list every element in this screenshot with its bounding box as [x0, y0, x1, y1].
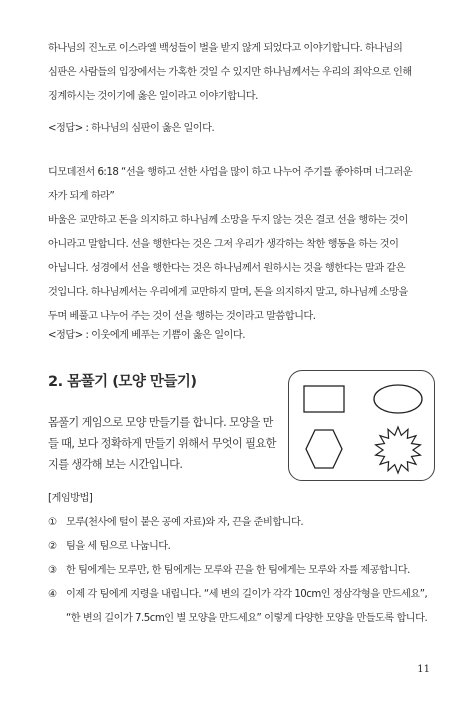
rectangle-shape — [304, 386, 344, 412]
section-intro: 몸풀기 게임으로 모양 만들기를 합니다. 모양을 만들 때, 보다 정확하게 만들기 위해서 무엇이 필요한지를 생각해 보는 시간입니다. — [48, 416, 276, 471]
section-title: 2. 몸풀기 (모양 만들기) — [48, 374, 197, 390]
bible-verse: 디모데전서 6:18 “선을 행하고 선한 사업을 많이 하고 나누어 주기를 좋아하며 너그러운 자가 되게 하라” — [48, 167, 413, 202]
list-item — [48, 559, 430, 583]
list-item — [48, 583, 430, 631]
step-text: 모루(천사에 털이 붙은 공예 자료)와 자, 끈을 준비합니다. — [66, 517, 304, 528]
step-text: 팀을 세 팀으로 나눕니다. — [66, 541, 171, 552]
ellipse-shape — [374, 385, 422, 413]
paragraph-good-works: 바울은 교만하고 돈을 의지하고 하나님께 소망을 두지 않는 것은 결코 선을 행하는 것이 아니라고 말합니다. 선을 행한다는 것은 그저 우리가 생각하는 착한 행동을 하는 것이 아닙니다. 성경에서 선을 행한다는 것은 하나님께서 원하시는 것을 행한다는 말과 같은 것입니다. 하나님께서는 우리에게 교만하지 말며, 돈을 의지하지 말고, 하나님께 소망을 두며 베풀고 나누어 주는 것이 선을 행하는 것이라고 말씀합니다. — [48, 215, 408, 322]
game-steps-list — [48, 511, 430, 631]
step-number: ② — [48, 541, 57, 552]
step-number: ③ — [48, 565, 57, 576]
shapes-svg — [289, 371, 436, 482]
step-text: 이제 각 팀에게 지령을 내립니다. “세 변의 길이가 각각 10cm인 정삼각형을 만드세요”, “한 변의 길이가 7.5cm인 별 모양을 만드세요” 이렇게 다양한 모양을 만들도록 합니다. — [66, 589, 428, 624]
step-text: 한 팀에게는 모루만, 한 팀에게는 모루와 끈을 한 팀에게는 모루와 자를 제공합니다. — [66, 565, 410, 576]
step-number: ④ — [48, 589, 57, 600]
paragraph-judgment: 하나님의 진노로 이스라엘 백성들이 벌을 받지 않게 되었다고 이야기합니다. 하나님의 심판은 사람들의 입장에서는 가혹한 것일 수 있지만 하나님께서는 우리의 죄악으로 인해 징계하시는 것이기에 옳은 일이라고 이야기합니다. — [48, 43, 412, 102]
star-burst-shape — [376, 427, 421, 473]
answer-2: <정답> : 이웃에게 베푸는 기쁨이 옳은 일이다. — [48, 330, 245, 341]
list-item — [48, 535, 430, 559]
page-number: 11 — [417, 664, 430, 675]
step-number: ① — [48, 517, 57, 528]
answer-1: <정답> : 하나님의 심판이 옳은 일이다. — [48, 123, 215, 134]
shapes-illustration — [288, 370, 435, 481]
list-item — [48, 511, 430, 535]
game-method-header: [게임방법] — [48, 493, 93, 504]
hexagon-shape — [306, 430, 342, 468]
